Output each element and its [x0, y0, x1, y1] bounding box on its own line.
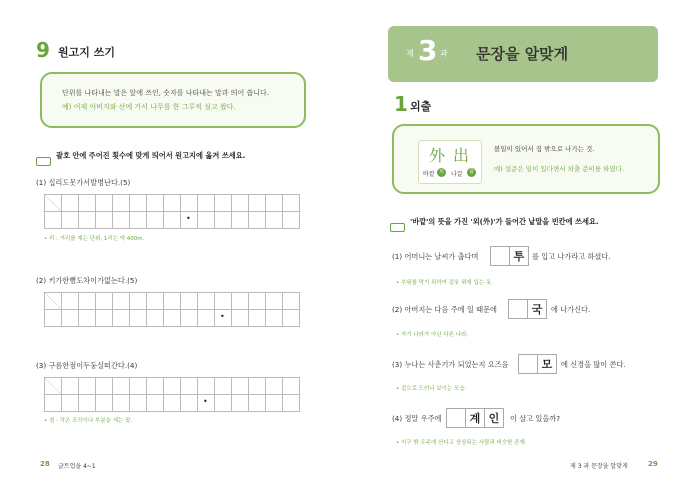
- rule-box: [40, 72, 306, 128]
- fill-question-3-post: 에 신경을 많이 쓴다.: [561, 360, 626, 369]
- question-3-note: • 점 : 작은 조각이나 부분을 세는 말.: [44, 418, 133, 424]
- instruction-right: '바깥'의 뜻을 가진 '외(外)'가 들어간 낱말을 빈칸에 쓰세요.: [410, 217, 599, 226]
- pencil-icon-right: [390, 217, 405, 236]
- word-box: [392, 124, 660, 194]
- fill-question-4-post: 이 살고 있을까?: [510, 414, 561, 423]
- footer-right: 제 3 과 문장을 알맞게: [570, 463, 628, 470]
- fill-note-4: • 지구 밖 우주에 산다고 상상되는 사람과 비슷한 존재.: [396, 440, 527, 446]
- question-1-label: (1) 십리도못가서발병난다.(5): [36, 178, 131, 187]
- banner-suffix: 과: [440, 49, 448, 58]
- hanja-gloss-1: 바깥: [423, 171, 435, 178]
- fill-blank-4[interactable]: 계 인: [446, 408, 504, 428]
- fill-question-2-post: 에 나가신다.: [551, 305, 591, 314]
- rule-text: 단위를 나타내는 말은 앞에 쓰인, 숫자를 나타내는 말과 띄어 씁니다.: [62, 89, 270, 97]
- footer-left: 글트업을 4~1: [58, 463, 96, 470]
- manuscript-grid-3[interactable]: [44, 377, 300, 412]
- chapter-banner: [388, 26, 658, 82]
- fill-question-1-post: 를 입고 나가라고 하셨다.: [532, 252, 611, 261]
- question-3-label: (3) 구름한점이두둥실떠간다.(4): [36, 361, 138, 370]
- manuscript-grid-1[interactable]: [44, 194, 300, 229]
- question-1-note: • 리 : 거리를 재는 단위. 1리는 약 400m.: [44, 236, 145, 242]
- fill-blank-1[interactable]: 투: [490, 246, 529, 266]
- banner-title: 문장을 알맞게: [476, 45, 569, 63]
- hanja-gloss-2: 나갈: [451, 171, 463, 178]
- fill-question-3: (3) 누나는 사춘기가 되었는지 요즈음: [392, 360, 509, 369]
- rule-example: 예) 어제 아버지와 산에 가서 나무를 한 그루씩 심고 왔다.: [62, 103, 236, 111]
- instruction: 괄호 안에 주어진 횟수에 맞게 띄어서 원고지에 옮겨 쓰세요.: [56, 151, 246, 160]
- page-number-right: 29: [648, 460, 658, 468]
- section-number: 9: [36, 38, 50, 62]
- fill-note-3: • 겉으로 드러나 보이는 모습.: [396, 386, 467, 392]
- pencil-icon: [36, 151, 51, 170]
- fill-question-4: (4) 정말 우주에: [392, 414, 442, 423]
- word-example: 예) 설준은 일이 있다면서 외출 준비를 하였다.: [494, 165, 625, 173]
- page-number-left: 28: [40, 460, 50, 468]
- fill-blank-2[interactable]: 국: [508, 299, 547, 319]
- fill-question-1: (1) 어머니는 날씨가 춥다며: [392, 252, 479, 261]
- banner-number: 3: [418, 34, 438, 67]
- hanja-2: 出: [453, 146, 470, 165]
- hanja-card: [418, 140, 482, 184]
- hanja-1: 外: [429, 146, 446, 165]
- fill-question-2: (2) 아버지는 다음 주에 일 때문에: [392, 305, 497, 314]
- fill-note-1: • 추위를 막기 위하여 겉옷 위에 입는 옷.: [396, 280, 493, 286]
- hanja-reading-1: 외: [437, 168, 446, 177]
- question-2-label: (2) 키가한뼘도차이가없는다.(5): [36, 276, 138, 285]
- section-title: 원고지 쓰기: [58, 46, 115, 59]
- banner-prefix: 제: [406, 49, 414, 58]
- manuscript-grid-2[interactable]: [44, 292, 300, 327]
- section-number-right: 1: [394, 92, 408, 116]
- fill-note-2: • 자기 나라가 아닌 다른 나라.: [396, 332, 469, 338]
- word-meaning: 볼일이 있어서 집 밖으로 나가는 것.: [494, 145, 595, 153]
- section-title-right: 외출: [410, 100, 432, 113]
- fill-blank-3[interactable]: 모: [518, 354, 557, 374]
- hanja-reading-2: 출: [467, 168, 476, 177]
